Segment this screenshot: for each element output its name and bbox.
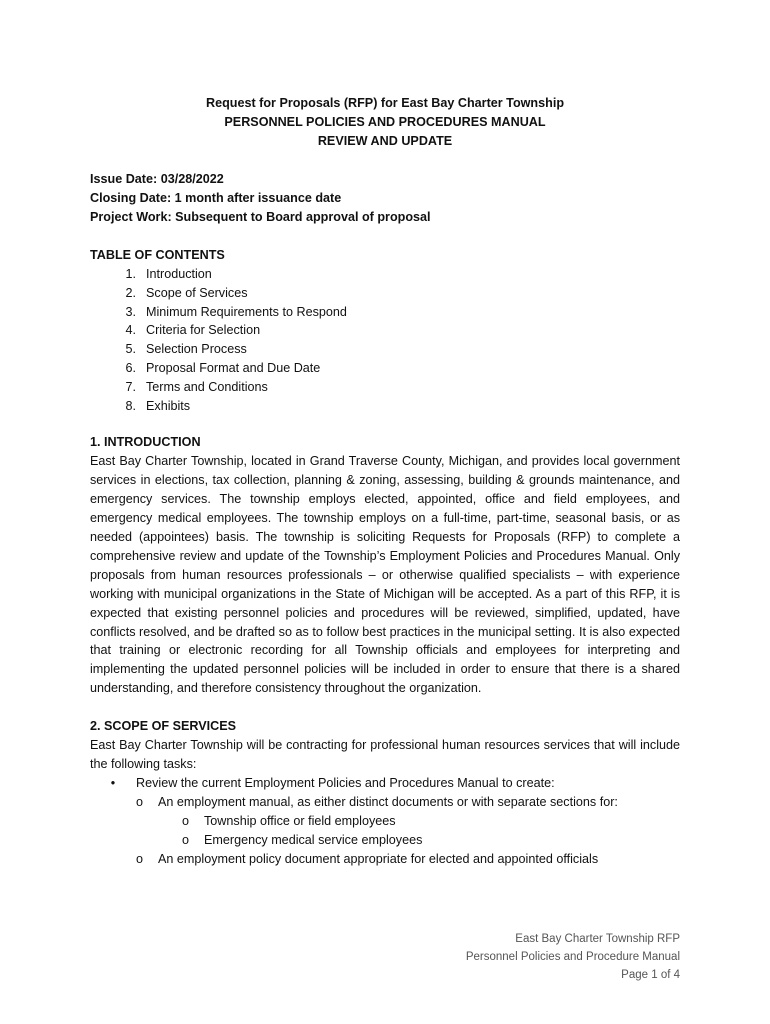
toc-label: Terms and Conditions bbox=[146, 379, 268, 394]
toc-item bbox=[90, 265, 680, 284]
sub-sub-bullet-text: Township office or field employees bbox=[204, 813, 396, 828]
sub-sub-bullet-item bbox=[90, 831, 680, 850]
sub-bullet-marker: o bbox=[136, 851, 144, 866]
toc-label: Minimum Requirements to Respond bbox=[146, 304, 347, 319]
toc-number: 1. bbox=[125, 267, 136, 281]
title-line-3: REVIEW AND UPDATE bbox=[317, 134, 453, 148]
toc-item bbox=[90, 303, 680, 322]
meta-block bbox=[90, 170, 680, 227]
project-work: Project Work: Subsequent to Board approval of proposal bbox=[90, 210, 431, 224]
toc-item bbox=[90, 378, 680, 397]
toc-item bbox=[90, 340, 680, 359]
closing-date: Closing Date: 1 month after issuance date bbox=[90, 191, 342, 205]
page-number: Page 1 of 4 bbox=[621, 969, 680, 981]
bullet-marker: • bbox=[110, 775, 116, 790]
sub-sub-bullet-marker: o bbox=[182, 832, 190, 847]
sub-bullet-item bbox=[90, 850, 680, 869]
toc-label: Scope of Services bbox=[146, 285, 248, 300]
bullet-item bbox=[90, 774, 680, 793]
sub-sub-bullet-marker: o bbox=[182, 813, 190, 828]
section-paragraph: East Bay Charter Township will be contracting for professional human resources services that will include the following tasks: bbox=[90, 738, 680, 772]
toc-number: 8. bbox=[125, 398, 136, 413]
sub-bullet-text: An employment manual, as either distinct documents or with separate sections for: bbox=[158, 794, 618, 809]
toc-item bbox=[90, 397, 680, 416]
toc-item bbox=[90, 359, 680, 378]
sub-bullet-text: An employment policy document appropriate for elected and appointed officials bbox=[158, 851, 599, 866]
toc-number: 7. bbox=[125, 379, 136, 394]
toc-item bbox=[90, 284, 680, 303]
toc-label: Introduction bbox=[146, 267, 212, 281]
toc-number: 6. bbox=[125, 360, 136, 375]
toc-item bbox=[90, 321, 680, 340]
sub-sub-bullet-item bbox=[90, 812, 680, 831]
document-title bbox=[90, 94, 680, 151]
title-line-1: Request for Proposals (RFP) for East Bay Charter Township bbox=[205, 96, 565, 110]
toc-number: 4. bbox=[125, 323, 136, 338]
toc-label: Exhibits bbox=[146, 398, 191, 413]
toc-heading: TABLE OF CONTENTS bbox=[90, 248, 225, 262]
page-footer bbox=[466, 930, 680, 984]
section-paragraph: East Bay Charter Township, located in Grand Traverse County, Michigan, and provides local government services in elections, tax collection, planning & zoning, assessing, building & grounds maintenance, and emergency services. The township employs elected, appointed, office and field employees, and emergency medical employees. The township employs on a full-time, part-time, seasonal basis, or as needed (appointees) basis. The township is soliciting Requests for Proposals (RFP) to complete a comprehensive review and update of the Township’s Employment Policies and Procedures Manual. Only proposals from human resources professionals – or otherwise qualified specialists – with experience working with municipal organizations in the State of Michigan will be accepted. As a part of this RFP, it is expected that existing personnel policies and procedures will be reviewed, simplified, updated, have conflicts resolved, and be drafted so as to follow best practices in the municipal setting. It is also expected that training or electronic recording for all Township officials and employees for interpreting and implementing the updated personnel policies will be included in order to ensure that there is a shared understanding, and therefore consistency throughout the organization. bbox=[90, 454, 680, 696]
toc-number: 2. bbox=[125, 285, 136, 300]
section-heading: 1. INTRODUCTION bbox=[90, 435, 201, 450]
sub-sub-bullet-text: Emergency medical service employees bbox=[204, 832, 423, 847]
table-of-contents bbox=[90, 246, 680, 415]
toc-number: 3. bbox=[125, 304, 136, 319]
toc-label: Proposal Format and Due Date bbox=[146, 360, 321, 375]
sub-bullet-item bbox=[90, 793, 680, 812]
section-introduction bbox=[90, 433, 680, 698]
title-line-2: PERSONNEL POLICIES AND PROCEDURES MANUAL bbox=[224, 115, 546, 129]
section-heading: 2. SCOPE OF SERVICES bbox=[90, 719, 237, 734]
footer-line-2: Personnel Policies and Procedure Manual bbox=[465, 951, 680, 963]
toc-label: Criteria for Selection bbox=[146, 323, 261, 338]
section-scope bbox=[90, 717, 680, 869]
sub-bullet-marker: o bbox=[136, 794, 144, 809]
bullet-text: Review the current Employment Policies and Procedures Manual to create: bbox=[136, 775, 555, 790]
issue-date: Issue Date: 03/28/2022 bbox=[90, 172, 224, 186]
toc-list bbox=[90, 265, 680, 415]
document-body bbox=[90, 94, 680, 869]
toc-label: Selection Process bbox=[146, 342, 247, 357]
toc-number: 5. bbox=[125, 342, 136, 357]
footer-line-1: East Bay Charter Township RFP bbox=[515, 933, 680, 945]
